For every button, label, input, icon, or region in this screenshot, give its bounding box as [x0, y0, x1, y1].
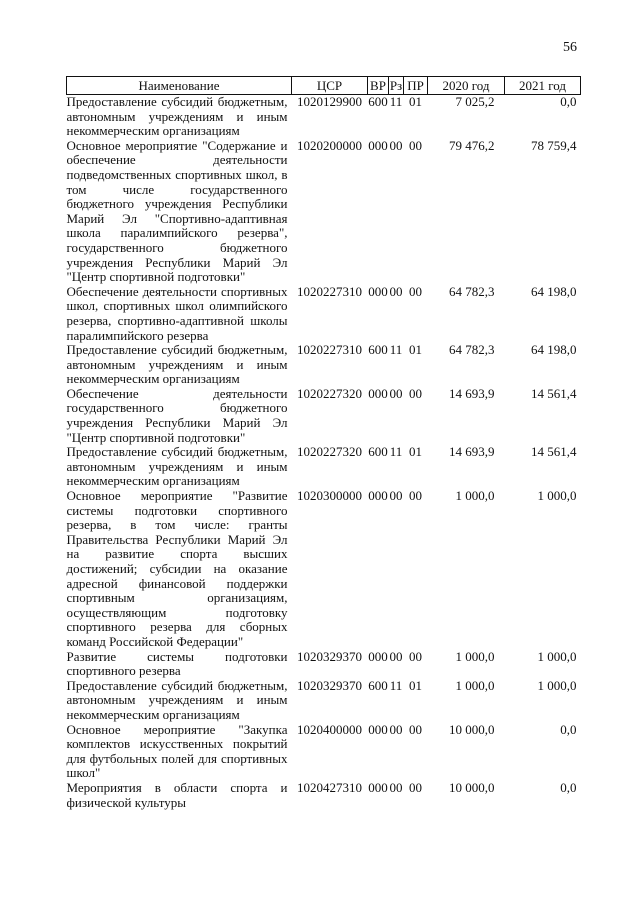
row-pr: 01 — [409, 342, 422, 358]
row-vr: 000 — [368, 779, 388, 795]
row-name: Основное мероприятие "Содержание и обеспечение деятельности подведомственных спортивных школ, в том числе государственного бюджетного учреждения Республики Марий Эл "Спортивно-адаптивная школа паралимпийского резерва", государственного бюджетного учреждения Республики Марий Эл "Центр спортивной подготовки" — [66, 137, 288, 285]
row-amount-2020: 14 693,9 — [449, 444, 495, 460]
row-amount-2020: 1 000,0 — [455, 648, 495, 664]
header-vr: ВР — [368, 77, 389, 95]
row-csr: 1020200000 — [297, 137, 362, 153]
row-amount-2020: 1 000,0 — [455, 488, 495, 504]
row-amount-2021: 14 561,4 — [531, 444, 577, 460]
row-amount-2020: 1 000,0 — [455, 677, 495, 693]
table-row — [67, 679, 581, 723]
header-year-2020: 2020 год — [428, 77, 505, 95]
table-row — [67, 285, 581, 343]
row-csr: 1020227320 — [297, 385, 362, 401]
header-csr: ЦСР — [292, 77, 368, 95]
row-name: Обеспечение деятельности государственного бюджетного учреждения Республики Марий Эл "Центр спортивной подготовки" — [66, 385, 288, 445]
row-amount-2021: 78 759,4 — [531, 137, 577, 153]
row-name: Обеспечение деятельности спортивных школ, спортивных школ олимпийского резерва, спортивно-адаптивной школы паралимпийского резерва — [66, 283, 288, 343]
table-row — [67, 723, 581, 781]
row-pr: 00 — [409, 283, 422, 299]
row-vr: 000 — [368, 137, 388, 153]
row-amount-2020: 64 782,3 — [449, 342, 495, 358]
row-csr: 1020227320 — [297, 444, 362, 460]
row-vr: 600 — [368, 677, 388, 693]
row-vr: 000 — [368, 648, 388, 664]
row-csr: 1020300000 — [297, 488, 362, 504]
row-amount-2021: 0,0 — [560, 779, 577, 795]
row-pr: 01 — [409, 444, 422, 460]
table-row — [67, 650, 581, 679]
row-name: Развитие системы подготовки спортивного резерва — [66, 648, 288, 679]
row-csr: 1020329370 — [297, 677, 362, 693]
row-amount-2020: 10 000,0 — [449, 721, 495, 737]
row-vr: 600 — [368, 342, 388, 358]
row-amount-2021: 14 561,4 — [531, 385, 577, 401]
budget-table — [66, 76, 581, 810]
row-rz: 11 — [389, 677, 403, 693]
table-row — [67, 387, 581, 445]
table-row — [67, 343, 581, 387]
row-rz: 00 — [389, 779, 403, 795]
row-rz: 00 — [389, 283, 403, 299]
row-amount-2021: 0,0 — [560, 94, 577, 109]
row-csr: 1020129900 — [297, 94, 362, 109]
row-csr: 1020427310 — [297, 779, 362, 795]
row-vr: 000 — [368, 385, 388, 401]
row-amount-2021: 0,0 — [560, 721, 577, 737]
table-row — [67, 781, 581, 810]
row-amount-2021: 1 000,0 — [537, 677, 577, 693]
row-amount-2021: 64 198,0 — [531, 283, 577, 299]
row-csr: 1020227310 — [297, 283, 362, 299]
row-name: Мероприятия в области спорта и физической культуры — [66, 779, 288, 810]
row-vr: 000 — [368, 721, 388, 737]
row-amount-2021: 1 000,0 — [537, 648, 577, 664]
row-name: Предоставление субсидий бюджетным, автономным учреждениям и иным некоммерческим организациям — [66, 94, 288, 139]
header-year-2021: 2021 год — [505, 77, 581, 95]
row-amount-2020: 10 000,0 — [449, 779, 495, 795]
row-pr: 01 — [409, 94, 422, 109]
row-amount-2020: 7 025,2 — [455, 94, 495, 109]
row-name: Основное мероприятие "Закупка комплектов искусственных покрытий для футбольных полей для спортивных школ" — [66, 721, 288, 781]
row-rz: 00 — [389, 488, 403, 504]
row-csr: 1020329370 — [297, 648, 362, 664]
table-row — [67, 95, 581, 139]
header-pr: ПР — [404, 77, 428, 95]
row-rz: 11 — [389, 444, 403, 460]
table-row — [67, 489, 581, 650]
row-csr: 1020400000 — [297, 721, 362, 737]
row-name: Основное мероприятие "Развитие системы подготовки спортивного резерва, в том числе: гранты Правительства Республики Марий Эл на развитие спорта высших достижений; субсидии на оказание адресной финансовой поддержки спортивным организациям, осуществляющим подготовку спортивного резерва для сборных команд Российской Федерации" — [66, 488, 288, 649]
table-body — [67, 95, 581, 811]
row-pr: 00 — [409, 488, 422, 504]
row-amount-2020: 64 782,3 — [449, 283, 495, 299]
row-pr: 00 — [409, 721, 422, 737]
page-number: 56 — [563, 40, 577, 55]
row-rz: 11 — [389, 94, 403, 109]
row-name: Предоставление субсидий бюджетным, автономным учреждениям и иным некоммерческим организациям — [66, 444, 288, 489]
table-row — [67, 139, 581, 285]
header-rz: Рз — [389, 78, 403, 93]
row-rz: 00 — [389, 648, 403, 664]
row-vr: 000 — [368, 283, 388, 299]
row-pr: 00 — [409, 648, 422, 664]
row-csr: 1020227310 — [297, 342, 362, 358]
row-vr: 600 — [368, 94, 388, 109]
row-amount-2021: 64 198,0 — [531, 342, 577, 358]
table-header — [67, 77, 581, 95]
row-amount-2021: 1 000,0 — [537, 488, 577, 504]
header-name: Наименование — [67, 77, 292, 95]
row-rz: 11 — [389, 342, 403, 358]
row-vr: 000 — [368, 488, 388, 504]
row-pr: 00 — [409, 137, 422, 153]
row-pr: 00 — [409, 385, 422, 401]
row-rz: 00 — [389, 721, 403, 737]
row-name: Предоставление субсидий бюджетным, автономным учреждениям и иным некоммерческим организациям — [66, 342, 288, 387]
table-row — [67, 445, 581, 489]
row-rz: 00 — [389, 385, 403, 401]
row-vr: 600 — [368, 444, 388, 460]
row-pr: 00 — [409, 779, 422, 795]
row-amount-2020: 79 476,2 — [449, 137, 495, 153]
row-rz: 00 — [389, 137, 403, 153]
row-pr: 01 — [409, 677, 422, 693]
row-amount-2020: 14 693,9 — [449, 385, 495, 401]
row-name: Предоставление субсидий бюджетным, автономным учреждениям и иным некоммерческим организациям — [66, 677, 288, 722]
